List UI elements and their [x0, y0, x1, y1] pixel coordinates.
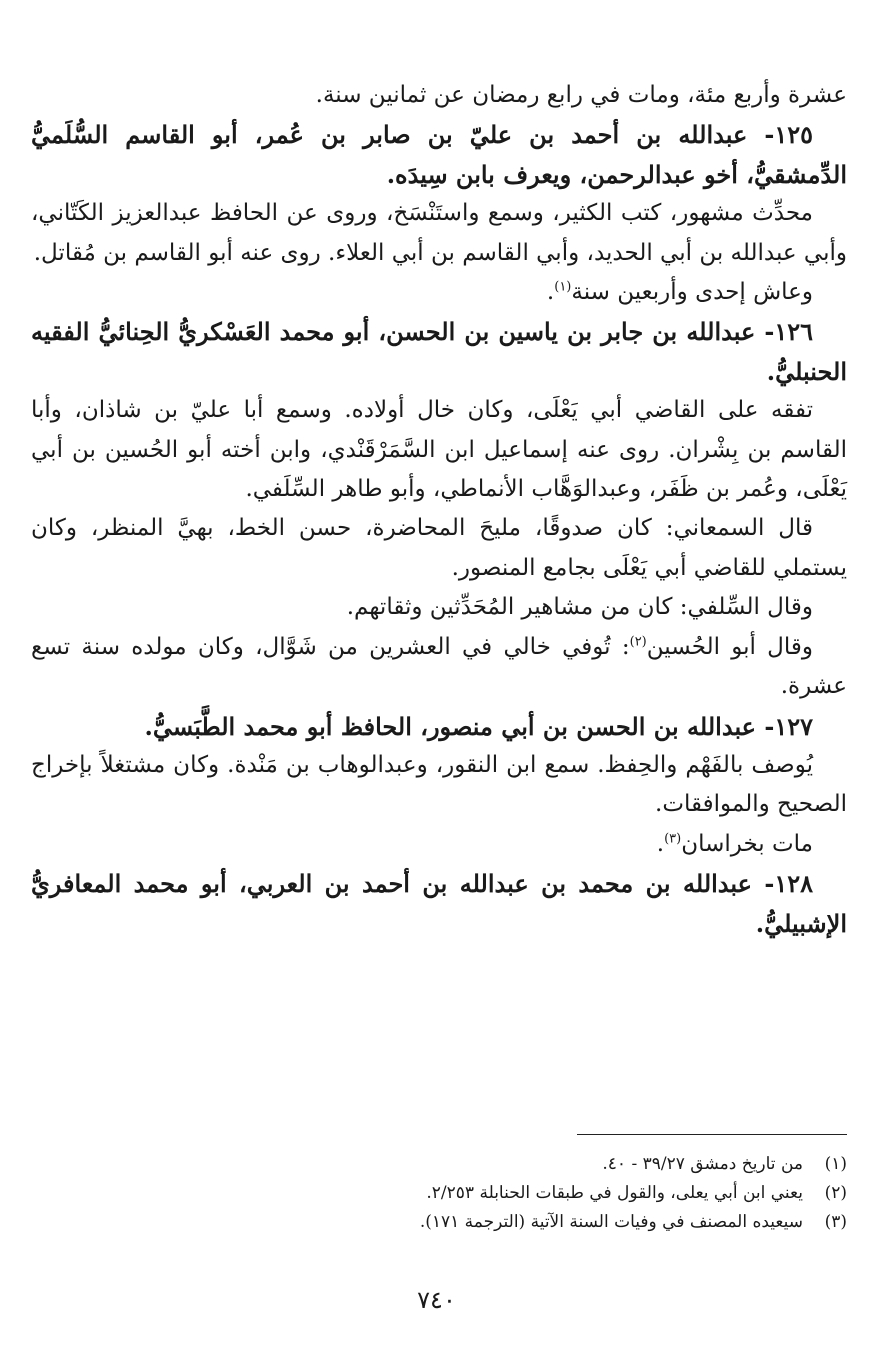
entry-125-lifespan-text: وعاش إحدى وأربعين سنة [571, 279, 813, 306]
paragraph-continuation: عشرة وأربع مئة، ومات في رابع رمضان عن ثمانين سنة. [315, 82, 847, 108]
footnote-divider [577, 1134, 847, 1135]
entry-128-heading: ١٢٨- عبدالله بن محمد بن عبدالله بن أحمد بن العربي، أبو محمد المعافريُّ الإشبيليُّ. [31, 869, 847, 938]
entry-127-death-text: مات بخراسان [681, 830, 813, 857]
footnote-ref-2[interactable]: (٢) [629, 634, 647, 650]
main-text [31, 76, 847, 943]
entry-125-heading: ١٢٥- عبدالله بن أحمد بن عليّ بن صابر بن عُمر، أبو القاسم السُّلَميُّ الدِّمشقيُّ، أخو عبدالرحمن، ويعرف بابن سِيدَه. [31, 120, 847, 189]
footnote-number: (١) [824, 1154, 847, 1174]
entry-127-paragraph: يُوصف بالفَهْم والحِفظ. سمع ابن النقور، وعبدالوهاب بن مَنْدة. وكان مشتغلاً بإخراج الصحيح والموافقات. [31, 751, 847, 818]
entry-126-paragraph-1: تفقه على القاضي أبي يَعْلَى، وكان خال أولاده. وسمع أبا عليّ بن شاذان، وأبا القاسم بن بِشْران. روى عنه إسماعيل ابن السَّمَرْقَنْدي، وابن أخته أبو الحُسين بن أبي يَعْلَى، وعُمر بن ظَفَر، وعبدالوَهَّاب الأنماطي، وأبو طاهر السِّلَفي. [31, 397, 847, 503]
footnote-ref-1[interactable]: (١) [554, 279, 572, 295]
entry-125-paragraph: محدِّث مشهور، كتب الكثير، وسمع واستَنْسَخ، وروى عن الحافظ عبدالعزيز الكَتّاني، وأبي عبدالله بن أبي الحديد، وأبي القاسم بن أبي العلاء. روى عنه أبو القاسم بن مُقاتل. [31, 200, 847, 266]
footnote-number: (٣) [824, 1212, 847, 1232]
entry-126-paragraph-4 [31, 628, 847, 707]
footnote-2 [31, 1179, 847, 1208]
entry-125-lifespan-end: . [546, 279, 555, 306]
entry-126-quote-end: : تُوفي خالي في العشرين من شَوَّال، وكان مولده سنة تسع عشرة. [31, 633, 847, 700]
footnote-text: سيعيده المصنف في وفيات السنة الآتية (الترجمة ١٧١). [419, 1212, 803, 1232]
footnote-3 [31, 1208, 847, 1237]
footnote-ref-3[interactable]: (٣) [664, 831, 682, 847]
entry-126-paragraph-3: وقال السِّلفي: كان من مشاهير المُحَدِّثين وثقاتهم. [346, 594, 813, 621]
entry-127-heading: ١٢٧- عبدالله بن الحسن بن أبي منصور، الحافظ أبو محمد الطَّبَسيُّ. [144, 711, 813, 741]
footnote-text: من تاريخ دمشق ٣٩/٢٧ - ٤٠. [602, 1154, 803, 1174]
footnotes [31, 1150, 847, 1237]
entry-127-death-end: . [656, 830, 665, 857]
entry-127-death [31, 825, 847, 864]
page-number: ٧٤٠ [417, 1286, 456, 1314]
footnote-1 [31, 1150, 847, 1179]
entry-126-quote-start: وقال أبو الحُسين [646, 633, 813, 660]
entry-126-paragraph-2: قال السمعاني: كان صدوقًا، مليحَ المحاضرة، حسن الخط، بهيَّ المنظر، وكان يستملي للقاضي أبي يَعْلَى بجامع المنصور. [31, 515, 847, 581]
entry-126-heading: ١٢٦- عبدالله بن جابر بن ياسين بن الحسن، أبو محمد العَسْكريُّ الحِنائيُّ الفقيه الحنبليُّ. [31, 317, 847, 386]
footnote-text: يعني ابن أبي يعلى، والقول في طبقات الحنابلة ٢/٢٥٣. [426, 1183, 803, 1203]
entry-125-lifespan [31, 273, 847, 312]
footnote-number: (٢) [824, 1183, 847, 1203]
